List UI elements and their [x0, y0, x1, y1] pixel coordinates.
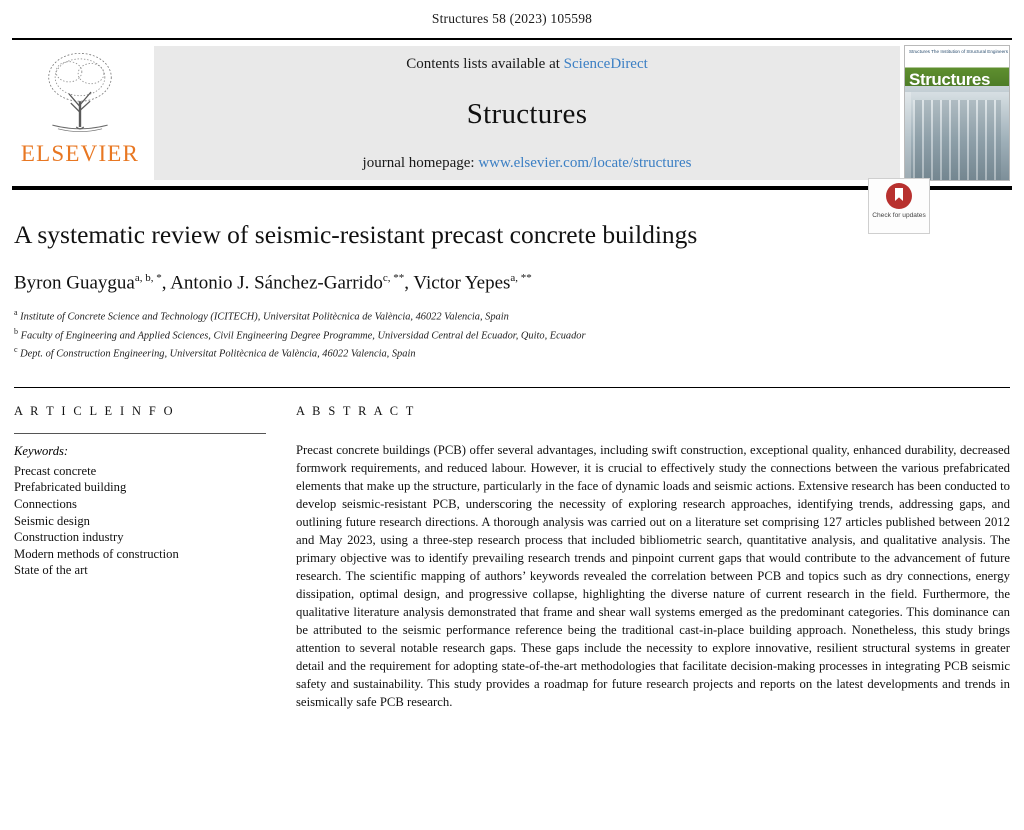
journal-title: Structures — [466, 97, 588, 130]
affiliation-item — [14, 326, 1010, 345]
affiliation-mark: a — [14, 307, 18, 317]
publisher-name: ELSEVIER — [20, 141, 140, 166]
affiliation-text: Faculty of Engineering and Applied Sciences, Civil Engineering Degree Programme, Universidad Central del Ecuador, Quito, Ecuador — [20, 329, 586, 341]
affiliation-list — [14, 307, 1010, 363]
content-divider — [14, 387, 1010, 388]
list-item: Seismic design — [14, 513, 90, 528]
keywords-divider — [14, 433, 266, 434]
cover-thumbnail — [904, 45, 1010, 181]
article-info-column — [14, 404, 296, 711]
author-marks-2: c, ** — [382, 271, 405, 284]
keywords-list — [14, 463, 270, 579]
keywords-label: Keywords: — [14, 443, 69, 458]
cover-photo — [905, 92, 1009, 180]
journal-homepage-link[interactable]: www.elsevier.com/locate/structures — [478, 155, 692, 171]
homepage-prefix: journal homepage: — [362, 155, 479, 171]
journal-band — [154, 46, 900, 180]
journal-cover — [900, 40, 1012, 186]
affiliation-mark: b — [14, 326, 18, 336]
masthead-bottom-rule — [12, 186, 1012, 190]
author-list: Byron Guaygua$^{a, b, *}$, Antonio J. Sánchez-Garrido$^{c, **}$, Victor Yepes$^{a, **}$ — [14, 271, 532, 293]
affiliation-text: Institute of Concrete Science and Technology (ICITECH), Universitat Politècnica de València, 46022 Valencia, Spain — [20, 311, 509, 323]
abstract-heading: A B S T R A C T — [296, 403, 416, 418]
contents-line — [406, 56, 648, 73]
sciencedirect-link[interactable]: ScienceDirect — [563, 56, 648, 72]
content-columns — [14, 404, 1010, 711]
page-title: A systematic review of seismic-resistant precast concrete buildings — [14, 220, 698, 249]
author-marks-1: a, b, * — [134, 271, 162, 284]
title-block — [14, 212, 1010, 363]
author-name-3: Victor Yepes — [413, 271, 511, 293]
homepage-line — [363, 155, 692, 172]
abstract-column — [296, 404, 1010, 711]
author-name-2: Antonio J. Sánchez-Garrido — [170, 271, 383, 293]
affiliation-item — [14, 344, 1010, 363]
contents-prefix: Contents lists available at — [406, 56, 564, 72]
author-marks-3: a, ** — [510, 271, 532, 284]
author-name-1: Byron Guaygua — [14, 271, 135, 293]
list-item: Construction industry — [14, 530, 124, 545]
affiliation-item — [14, 307, 1010, 326]
list-item: State of the art — [14, 563, 88, 578]
publisher-logo — [12, 40, 148, 186]
cover-top-text: Structures The Institution of Structural Engineers — [909, 49, 1008, 54]
affiliation-text: Dept. of Construction Engineering, Universitat Politècnica de València, 46022 Valencia, Spain — [20, 348, 416, 360]
article-info-heading: A R T I C L E I N F O — [14, 403, 176, 418]
running-head: Structures 58 (2023) 105598 — [431, 11, 593, 26]
list-item: Prefabricated building — [14, 480, 127, 495]
affiliation-mark: c — [14, 345, 18, 355]
journal-masthead — [12, 38, 1012, 186]
list-item: Connections — [14, 496, 77, 511]
list-item: Modern methods of construction — [14, 546, 179, 561]
list-item: Precast concrete — [14, 463, 97, 478]
crossmark-badge[interactable] — [868, 178, 930, 234]
crossmark-label: Check for updates — [872, 212, 926, 219]
crossmark-icon — [886, 183, 912, 209]
elsevier-tree-icon — [34, 44, 126, 140]
cover-band-title: Structures — [909, 70, 991, 89]
abstract-text: Precast concrete buildings (PCB) offer several advantages, including swift construction, exceptional quality, enhanced durability, decreased formwork requirements, and reduced labour. However, it is crucial to effectively study the connections between the various prefabricated elements that make up the structure, particularly in the face of dynamic loads and seismic actions. Extensive research has been conducted to develop seismic-resistant PCB, underscoring the necessity of exploring research approaches, identifying trends, addressing gaps, and outlining future research directions. A thorough analysis was carried out on a literature set comprising 127 articles published between 2012 and May 2023, using a three-step research process that included bibliometric search, quantitative analysis, and qualitative analysis. The primary objective was to identify prevailing research trends and pinpoint current gaps that would contribute to the advancement of future research. The scientific mapping of authors’ keywords revealed the correlation between PCB and topics such as dry connections, energy dissipation, optimal design, and progressive collapse, highlighting the diverse nature of current research in the field. Furthermore, the qualitative literature analysis demonstrated that frame and shear wall systems emerged as the predominant categories. This dominance can be attributed to the seismic performance reference being the traditional cast-in-place building approach. Nonetheless, this study brings attention to several notable research gaps. These gaps include the necessity to explore innovative, resilient structural systems in greater detail and the requirement for adopting state-of-the-art methodologies that facilitate decision-making processes in integrating PCB seismic safety and sustainability. This study provides a roadmap for future research projects and reports on the latest developments and trends in seismically safe PCB research. — [296, 442, 1010, 710]
